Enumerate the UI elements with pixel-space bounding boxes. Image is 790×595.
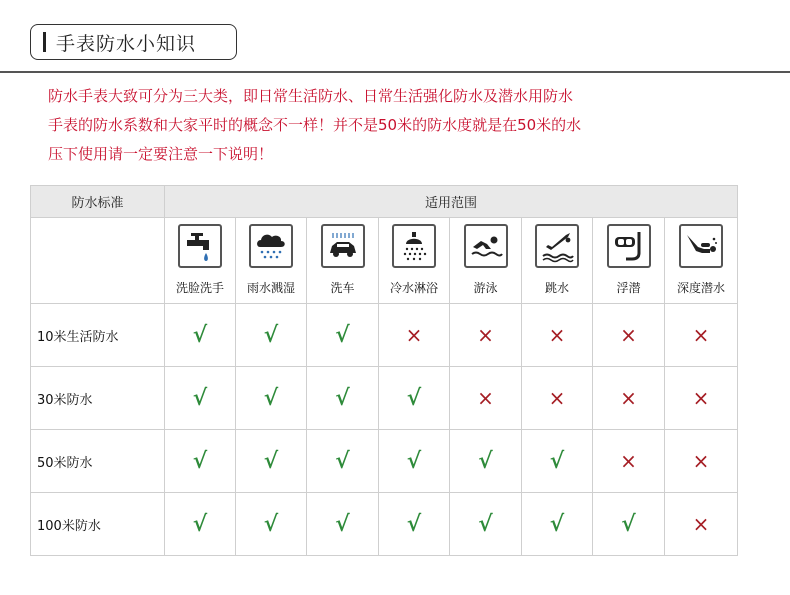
rain-cloud-icon [249,224,293,268]
mark-cell [236,430,307,493]
mark-cell [665,430,738,493]
check-mark: √ [263,511,279,537]
table-row [31,493,738,556]
check-mark: √ [549,448,565,474]
intro-line: 手表的防水系数和大家平时的概念不一样！并不是50米的防水度就是在50米的水 [48,116,582,134]
check-mark: √ [192,448,208,474]
check-mark: √ [263,448,279,474]
mark-cell [450,430,522,493]
check-mark: √ [549,511,565,537]
mark-cell [665,493,738,556]
mark-cell [307,304,379,367]
check-mark: √ [335,448,350,474]
cross-mark: × [692,448,710,473]
mark-cell [165,430,236,493]
header-standard: 防水标准 [31,186,165,218]
mark-cell [307,493,379,556]
cross-mark: × [548,322,566,347]
cross-mark: × [477,385,494,410]
mark-cell [307,430,379,493]
table-row [31,430,738,493]
check-mark: √ [263,322,279,348]
check-mark: √ [406,385,422,411]
check-mark: √ [406,511,422,537]
swimmer-icon [464,224,508,268]
row-label: 100米防水 [31,493,165,556]
cross-mark: × [692,322,710,347]
empty-cell [31,218,165,304]
table-row [31,304,738,367]
mark-cell [522,367,593,430]
activity-label: 洗车 [330,281,355,295]
cross-mark: × [620,322,637,347]
cross-mark: × [477,322,494,347]
check-mark: √ [335,322,350,348]
mark-cell [593,430,665,493]
waterproof-table [30,185,738,556]
row-label: 50米防水 [31,430,165,493]
diver-jump-icon [535,224,579,268]
mark-cell [236,304,307,367]
mark-cell [165,304,236,367]
activity-label: 深度潜水 [677,281,726,295]
table-row [31,367,738,430]
header-divider [0,71,790,73]
header-scope: 适用范围 [165,186,738,218]
mark-cell [665,367,738,430]
cross-mark: × [692,511,710,536]
intro-line: 压下使用请一定要注意一下说明！ [48,145,274,163]
activity-label: 洗脸洗手 [175,281,224,295]
mark-cell [165,493,236,556]
mark-cell [379,304,450,367]
shower-icon [392,224,436,268]
title-box [30,24,237,60]
cross-mark: × [692,385,710,410]
check-mark: √ [406,448,422,474]
scuba-diver-icon [679,224,723,268]
mark-cell [522,430,593,493]
row-label: 30米防水 [31,367,165,430]
mark-cell [236,367,307,430]
mark-cell [379,367,450,430]
cross-mark: × [548,385,566,410]
mark-cell [450,493,522,556]
mark-cell [593,493,665,556]
mark-cell [522,493,593,556]
activity-label: 游泳 [473,281,498,295]
check-mark: √ [192,511,208,537]
intro-line: 防水手表大致可分为三大类，即日常生活防水、日常生活强化防水及潜水用防水 [48,87,574,105]
mark-cell [307,367,379,430]
activity-label: 雨水溅湿 [246,281,295,295]
check-mark: √ [192,385,208,411]
check-mark: √ [621,511,636,537]
page-title: 手表防水小知识 [56,32,197,55]
check-mark: √ [335,511,350,537]
intro-text [48,82,748,169]
faucet-icon [178,224,222,268]
mark-cell [593,304,665,367]
snorkel-icon [607,224,651,268]
mark-cell [450,304,522,367]
activity-label: 冷水淋浴 [389,281,438,295]
car-wash-icon [321,224,365,268]
activity-label: 浮潜 [616,281,641,295]
mark-cell [665,304,738,367]
title-accent-bar [43,32,46,52]
check-mark: √ [335,385,350,411]
row-label: 10米生活防水 [31,304,165,367]
cross-mark: × [405,322,423,347]
mark-cell [379,430,450,493]
mark-cell [450,367,522,430]
mark-cell [522,304,593,367]
mark-cell [593,367,665,430]
cross-mark: × [620,385,637,410]
check-mark: √ [263,385,279,411]
mark-cell [165,367,236,430]
cross-mark: × [620,448,637,473]
check-mark: √ [478,511,493,537]
mark-cell [379,493,450,556]
check-mark: √ [478,448,493,474]
mark-cell [236,493,307,556]
check-mark: √ [192,322,208,348]
activity-label: 跳水 [544,281,569,295]
